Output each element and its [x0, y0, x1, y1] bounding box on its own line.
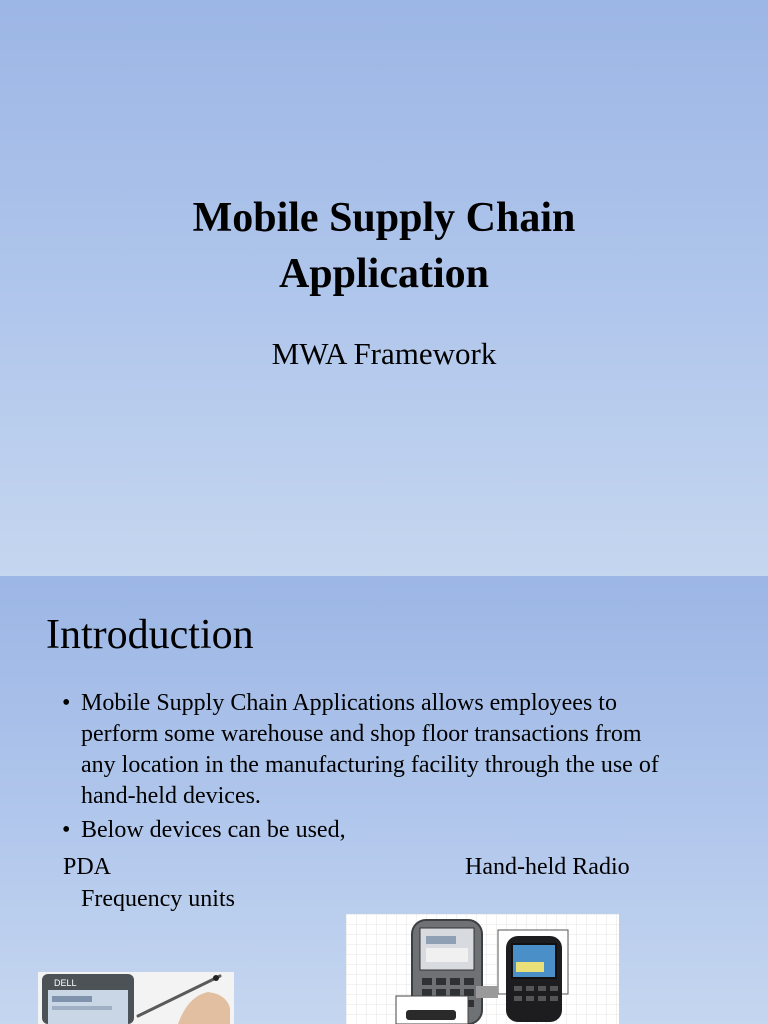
- introduction-slide: [0, 576, 768, 1024]
- bullet-line: any location in the manufacturing facility through the use of: [81, 752, 659, 778]
- slide-title: [0, 190, 768, 302]
- device-label-radio-continued: Frequency units: [81, 886, 235, 912]
- slide-title-line-1: Mobile Supply Chain: [192, 195, 576, 241]
- slide-heading: Introduction: [46, 612, 254, 658]
- bullet-line: perform some warehouse and shop floor transactions from: [81, 721, 642, 747]
- pda-photo: [38, 972, 234, 1024]
- slide-subtitle: MWA Framework: [271, 336, 497, 371]
- bullet-marker: •: [62, 690, 71, 716]
- pda-brand-label: DELL: [54, 978, 77, 988]
- bullet-line: hand-held devices.: [81, 783, 261, 809]
- bullet-marker: •: [62, 817, 71, 843]
- bullet-item-2: [62, 815, 712, 846]
- slide-title-line-2: Application: [278, 251, 490, 297]
- bullet-line: Mobile Supply Chain Applications allows employees to: [81, 690, 617, 716]
- bullet-line: Below devices can be used,: [81, 817, 346, 843]
- device-label-radio: Hand-held Radio: [465, 854, 630, 880]
- bullet-text: [62, 815, 712, 846]
- bullet-text: [62, 688, 712, 812]
- handheld-devices-illustration: [346, 914, 619, 1024]
- handheld-devices-photo: [346, 914, 619, 1024]
- device-label-pda: PDA: [63, 854, 112, 880]
- bullet-item-1: [62, 688, 712, 812]
- pda-illustration: [38, 972, 234, 1024]
